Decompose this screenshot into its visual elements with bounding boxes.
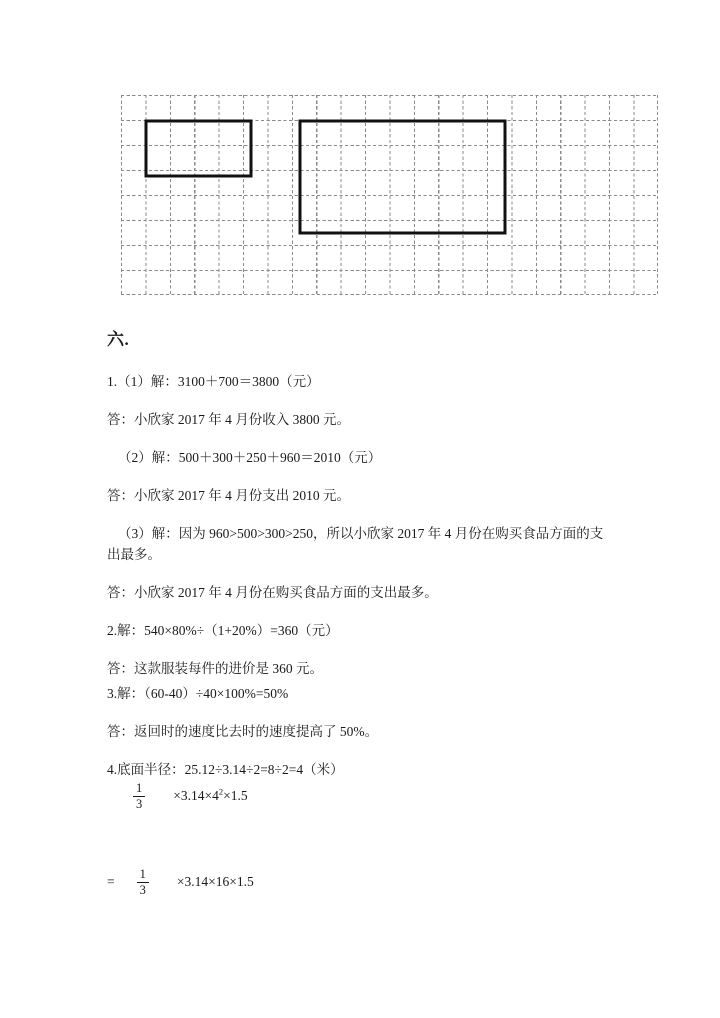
answer-line-8: 答：这款服装每件的进价是 360 元。 (107, 660, 323, 676)
fraction-numerator: 1 (139, 867, 146, 881)
answer-line-10: 答：返回时的速度比去时的速度提高了 50%。 (107, 723, 379, 739)
small-rectangle (146, 121, 251, 176)
exponent-superscript: 2 (218, 786, 224, 797)
fraction-one-third-2 (137, 868, 149, 896)
equals-sign: = (107, 874, 115, 889)
answer-line-2: 答：小欣家 2017 年 4 月份收入 3800 元。 (107, 412, 350, 428)
answer-line-6: 答：小欣家 2017 年 4 月份在购买食品方面的支出最多。 (107, 584, 438, 600)
answer-key-body (107, 330, 637, 797)
answer-line-3: （2）解：500＋300＋250＋960＝2010（元） (118, 450, 382, 466)
section-heading: 六. (107, 330, 130, 349)
answer-line-9: 3.解：（60-40）÷40×100%=50% (107, 685, 289, 701)
grid-svg (121, 95, 658, 295)
grid-lines (121, 95, 658, 295)
fraction-one-third (133, 782, 145, 810)
answer-line-5: （3）解：因为 960>500>300>250，所以小欣家 2017 年 4 月份在购买食品方面的支出最多。 (107, 526, 604, 562)
grid-figure (121, 95, 658, 295)
expression-line-1 (133, 782, 248, 810)
expression-tail-1 (173, 788, 247, 804)
fraction-denominator: 3 (133, 796, 145, 811)
answer-line-4: 答：小欣家 2017 年 4 月份支出 2010 元。 (107, 488, 350, 504)
answer-line-7: 2.解：540×80%÷（1+20%）=360（元） (107, 622, 339, 638)
fraction-denominator: 3 (137, 882, 149, 897)
answer-line-11: 4.底面半径：25.12÷3.14÷2=8÷2=4（米） (107, 761, 344, 777)
expression-tail-2: ×3.14×16×1.5 (176, 874, 254, 889)
answer-line-1: 1.（1）解：3100＋700＝3800（元） (107, 374, 320, 390)
expression-tail-before-superscript: ×3.14×4 (173, 788, 219, 803)
large-rectangle (300, 121, 505, 233)
fraction-numerator: 1 (136, 781, 143, 795)
expression-line-2 (107, 868, 254, 896)
expression-tail-after-superscript: ×1.5 (223, 788, 248, 803)
